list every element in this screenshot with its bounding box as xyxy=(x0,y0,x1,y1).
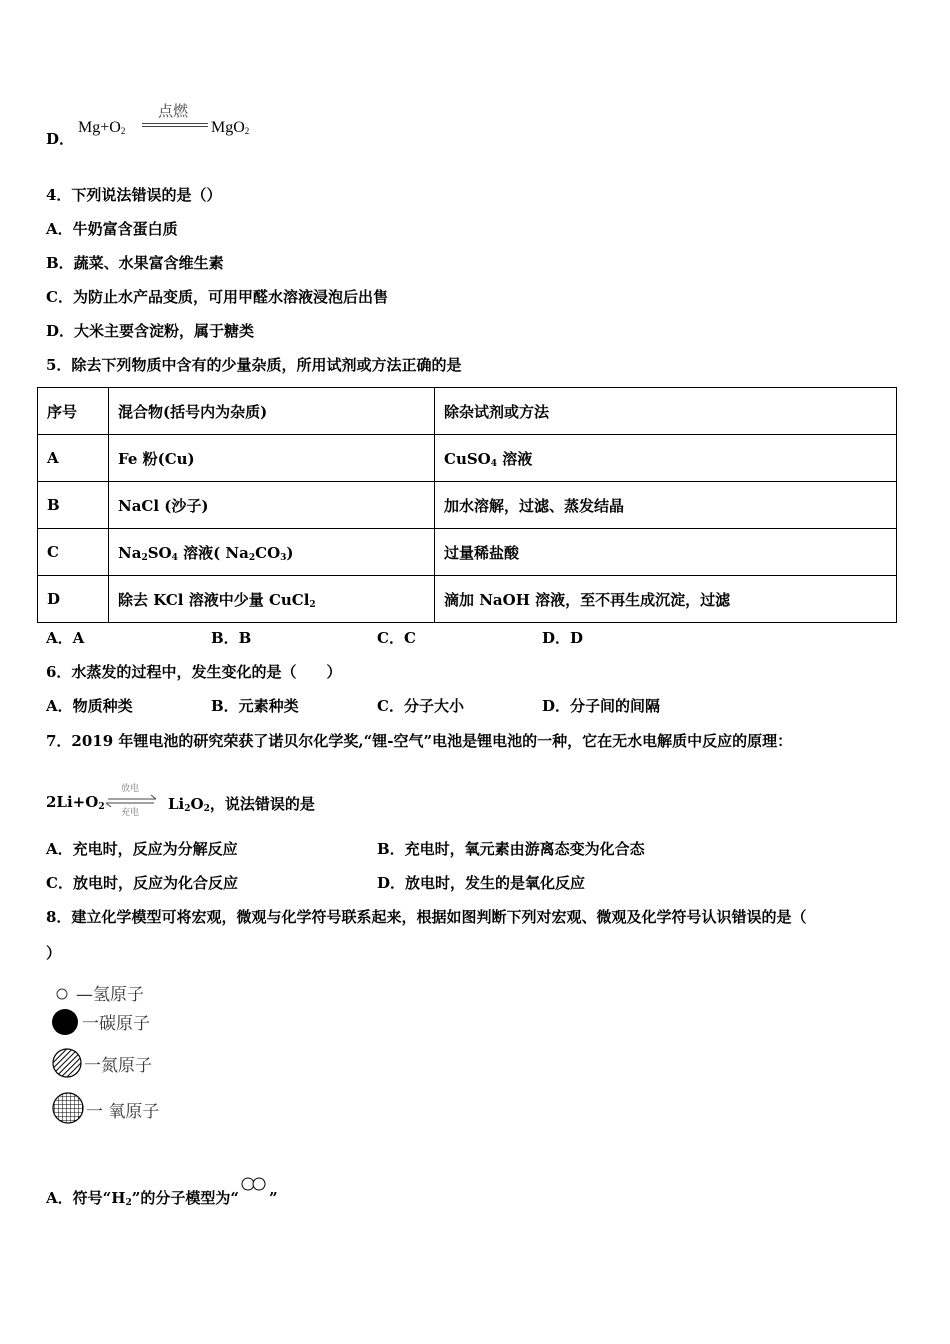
legend-nitrogen: 一氮原子 xyxy=(50,1048,152,1078)
q6-option-a: A．物质种类 xyxy=(46,697,133,715)
equals-bar-top xyxy=(142,123,208,124)
q3-option-d-label: D． xyxy=(46,130,75,148)
q5-stem: 5．除去下列物质中含有的少量杂质，所用试剂或方法正确的是 xyxy=(46,356,462,374)
q6-option-d: D．分子间的间隔 xyxy=(542,697,661,715)
q8-stem-line1: 8．建立化学模型可将宏观，微观与化学符号联系起来，根据如图判断下列对宏观、微观及化学符号认识错误的是（ xyxy=(46,908,807,926)
q6-option-b: B．元素种类 xyxy=(211,697,299,715)
q6-stem: 6．水蒸发的过程中，发生变化的是（ ） xyxy=(46,663,342,681)
header-cell: 除杂试剂或方法 xyxy=(435,388,897,435)
q3-option-d xyxy=(46,100,326,150)
q7-reactants: $2Li+O_2$ xyxy=(46,793,105,812)
q7-option-c: C．放电时，反应为化合反应 xyxy=(46,874,238,892)
equals-bar-bottom xyxy=(142,126,208,127)
header-cell: 序号 xyxy=(38,388,109,435)
q6-option-c: C．分子大小 xyxy=(377,697,464,715)
q8-stem-line2: ） xyxy=(46,944,62,962)
q5-answer-b: B．B xyxy=(211,629,252,647)
reversible-arrow-icon: 放电 充电 xyxy=(102,783,158,819)
legend-oxygen: 一 氧原子 xyxy=(50,1092,159,1124)
table-row xyxy=(38,576,897,623)
legend-carbon: 一碳原子 xyxy=(50,1008,150,1036)
row-reagent: 过量稀盐酸 xyxy=(435,529,897,576)
q7-stem: 7．2019 年锂电池的研究荣获了诺贝尔化学奖,“锂-空气”电池是锂电池的一种，它在无水电解质中反应的原理： xyxy=(46,732,793,750)
row-mixture: $Na_2SO_4$ 溶液( $Na_2CO_3$) xyxy=(109,529,435,576)
nitrogen-atom-icon xyxy=(50,1048,84,1078)
q3d-product: MgO$_2$ xyxy=(211,119,250,136)
row-reagent: 滴加 NaOH 溶液，至不再生成沉淀，过滤 xyxy=(435,576,897,623)
q7-option-a: A．充电时，反应为分解反应 xyxy=(46,840,238,858)
header-cell: 混合物(括号内为杂质) xyxy=(109,388,435,435)
q4-stem: 4．下列说法错误的是（） xyxy=(46,186,222,204)
row-mixture: NaCl (沙子) xyxy=(109,482,435,529)
q7-option-b: B．充电时，氧元素由游离态变为化合态 xyxy=(377,840,645,858)
row-mixture: Fe 粉(Cu) xyxy=(109,435,435,482)
q4-option-d: D．大米主要含淀粉，属于糖类 xyxy=(46,322,255,340)
carbon-atom-icon xyxy=(50,1008,82,1036)
legend-hydrogen: —氢原子 xyxy=(50,980,144,1005)
row-reagent: CuSO$_4$ 溶液 xyxy=(435,435,897,482)
q7-equation xyxy=(46,783,446,819)
row-id: C xyxy=(38,529,109,576)
hydrogen-atom-icon xyxy=(50,983,76,1003)
table-row xyxy=(38,435,897,482)
q7-products: $Li_2O_2$，说法错误的是 xyxy=(168,795,315,814)
row-mixture: 除去 KCl 溶液中少量 CuCl$_2$ xyxy=(109,576,435,623)
q4-option-b: B．蔬菜、水果富含维生素 xyxy=(46,254,224,272)
q3d-condition: 点燃 xyxy=(158,102,189,120)
q4-option-a: A．牛奶富含蛋白质 xyxy=(46,220,178,238)
q5-table xyxy=(37,387,897,623)
q3d-reactants: $Mg+O_2$ xyxy=(78,119,126,136)
table-header-row xyxy=(38,388,897,435)
row-reagent: 加水溶解，过滤、蒸发结晶 xyxy=(435,482,897,529)
row-id: D xyxy=(38,576,109,623)
q5-answer-d: D．D xyxy=(542,629,584,647)
row-id: B xyxy=(38,482,109,529)
q8-option-a: A．符号“$H_2$”的分子模型为“ ” xyxy=(46,1175,278,1213)
oxygen-atom-icon xyxy=(50,1092,86,1124)
q5-answer-c: C．C xyxy=(377,629,416,647)
table-row xyxy=(38,482,897,529)
q5-answer-a: A．A xyxy=(46,629,85,647)
hydrogen-molecule-icon xyxy=(239,1175,269,1195)
table-row xyxy=(38,529,897,576)
q4-option-c: C．为防止水产品变质，可用甲醛水溶液浸泡后出售 xyxy=(46,288,388,306)
row-id: A xyxy=(38,435,109,482)
q7-option-d: D．放电时，发生的是氧化反应 xyxy=(377,874,586,892)
